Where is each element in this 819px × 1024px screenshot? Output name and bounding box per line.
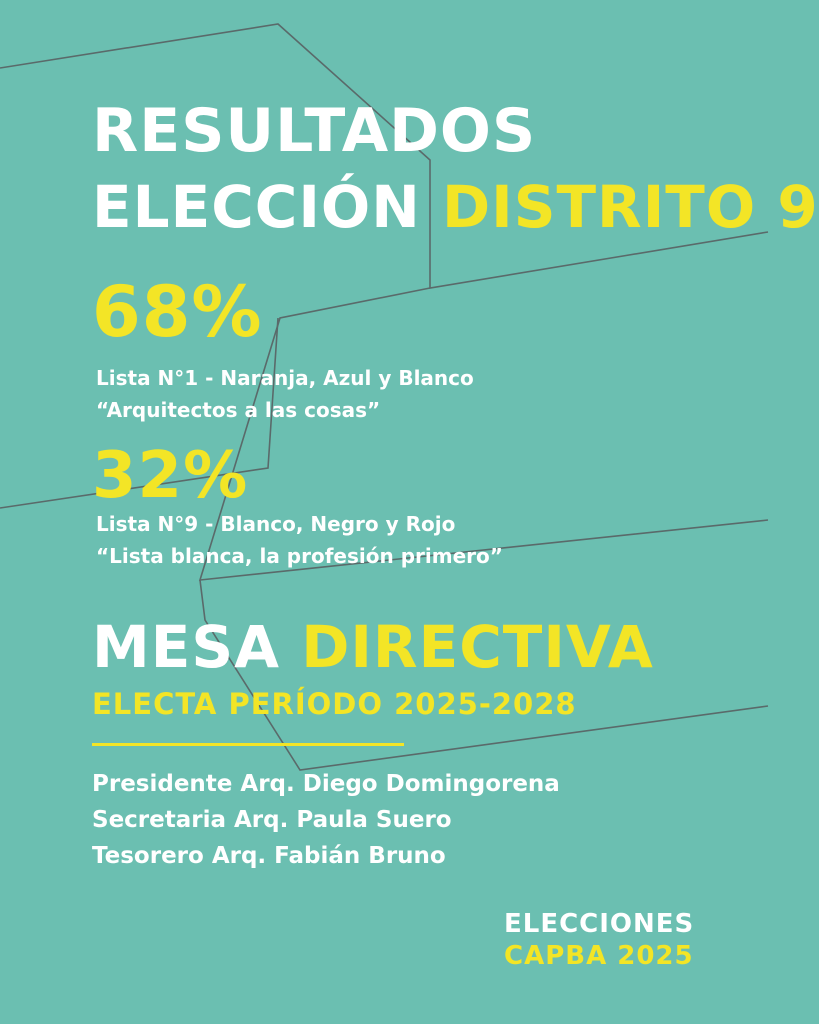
- result-percent-1: 68%: [92, 271, 263, 353]
- board-title: [92, 612, 654, 682]
- election-district-title: [92, 172, 819, 242]
- board-title-white: MESA: [92, 613, 280, 681]
- board-period: ELECTA PERÍODO 2025-2028: [92, 687, 577, 721]
- result-description-2: [96, 508, 503, 572]
- result-list-2: Lista N°9 - Blanco, Negro y Rojo: [96, 512, 456, 536]
- footer-line-2: CAPBA 2025: [504, 941, 694, 971]
- board-members-list: [92, 766, 560, 874]
- member-treasurer: Tesorero Arq. Fabián Bruno: [92, 843, 446, 869]
- member-secretary: Secretaria Arq. Paula Suero: [92, 807, 452, 833]
- result-motto-2: “Lista blanca, la profesión primero”: [96, 544, 503, 568]
- result-percent-2: 32%: [92, 439, 249, 513]
- result-list-1: Lista N°1 - Naranja, Azul y Blanco: [96, 366, 474, 390]
- board-title-yellow: DIRECTIVA: [301, 613, 654, 681]
- result-description-1: [96, 362, 474, 426]
- result-motto-1: “Arquitectos a las cosas”: [96, 398, 381, 422]
- divider-rule: [92, 743, 404, 746]
- footer-line-1: ELECCIONES: [504, 909, 695, 939]
- member-president: Presidente Arq. Diego Domingorena: [92, 771, 560, 797]
- district-word: DISTRITO 9: [441, 173, 819, 241]
- results-title: RESULTADOS: [92, 96, 537, 166]
- footer-logo: [504, 908, 694, 972]
- election-word: ELECCIÓN: [92, 173, 421, 241]
